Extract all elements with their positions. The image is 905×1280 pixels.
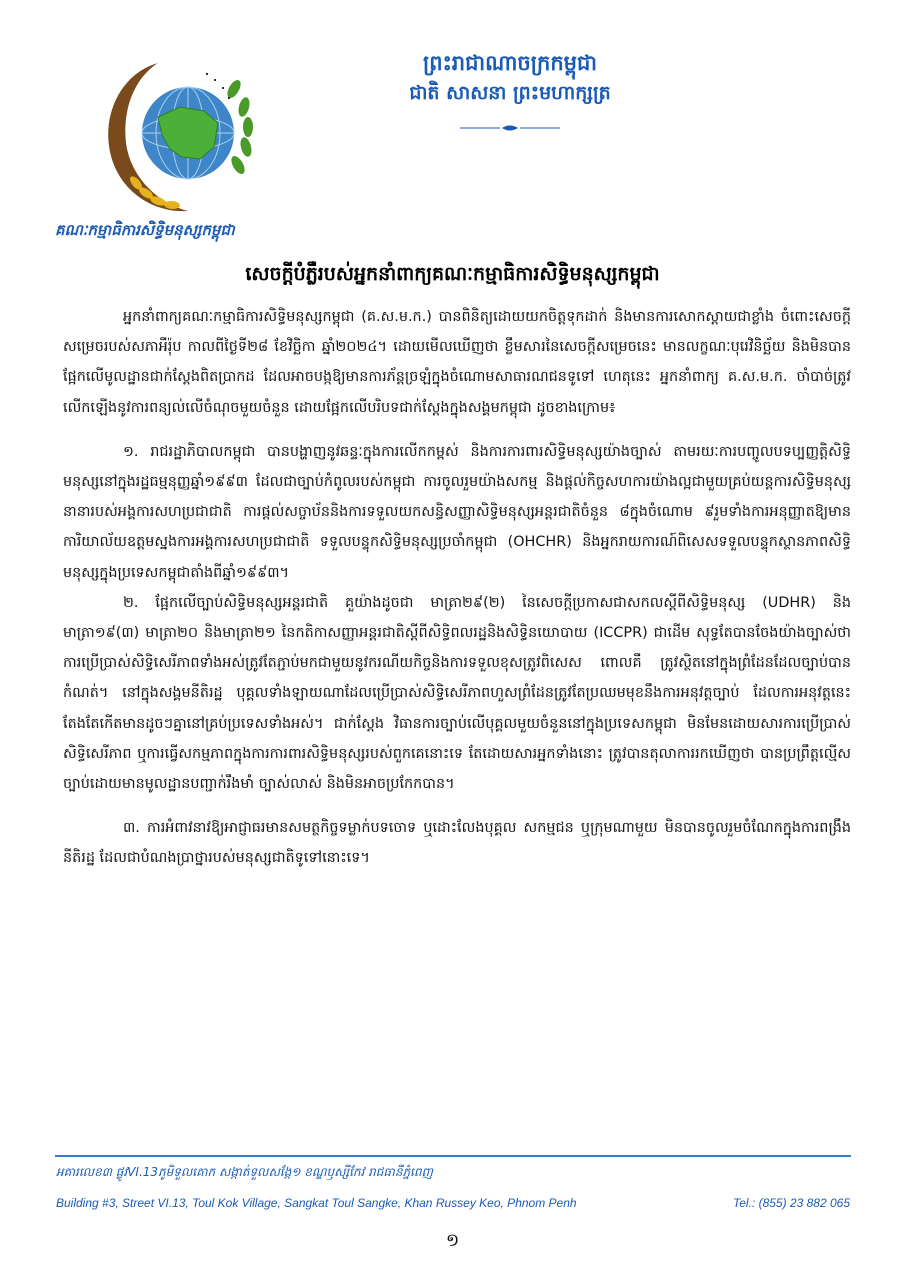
page-number: ១ (445, 1230, 460, 1251)
footer-divider (55, 1155, 851, 1157)
intro-paragraph: អ្នកនាំពាក្យគណៈកម្មាធិការសិទ្ធិមនុស្សកម្ពុជា (គ.ស.ម.ក.) បានពិនិត្យដោយយកចិត្តទុកដាក់ និងមានការសោកស្ដាយជាខ្លាំង ចំពោះសេចក្ដីសម្រេចរបស់សភាអឺរ៉ុប កាលពីថ្ងៃទី២៨ ខែវិច្ឆិកា ឆ្នាំ២០២៤។ ដោយមើលឃើញថា ខ្លឹមសារនៃសេចក្ដីសម្រេចនេះ មានលក្ខណៈបុរេវិនិច្ឆ័យ និងមិនបានផ្អែកលើមូលដ្ឋានជាក់ស្ដែងពិតប្រាកដ ដែលអាចបង្កឱ្យមានការភ័ន្តច្រឡំក្នុងចំណោមសាធារណជនទូទៅ ហេតុនេះ អ្នកនាំពាក្យ គ.ស.ម.ក. ចាំបាច់ត្រូវលើកឡើងនូវការពន្យល់លើចំណុចមួយចំនួន ដោយផ្អែកលើបរិបទជាក់ស្ដែងក្នុងសង្គមកម្ពុជា ដូចខាងក្រោម៖ (63, 309, 851, 416)
national-motto: ជាតិ សាសនា ព្រះមហាក្សត្រ (409, 82, 611, 104)
kingdom-heading (300, 48, 720, 128)
ornament-divider (300, 118, 720, 128)
document-body (63, 302, 851, 874)
footer-telephone: Tel.: (855) 23 882 065 (733, 1196, 850, 1210)
organization-logo (96, 55, 271, 215)
point-2-paragraph: ២. ផ្អែកលើច្បាប់សិទ្ធិមនុស្សអន្តរជាតិ គួយ៉ាងដូចជា មាត្រា២៩(២) នៃសេចក្ដីប្រកាសជាសកលស្ដីពីសិទ្ធិមនុស្ស (UDHR) និងមាត្រា១៩(៣) មាត្រា២០ និងមាត្រា២១ នៃកតិកាសញ្ញាអន្តរជាតិស្ដីពីសិទ្ធិពលរដ្ឋនិងសិទ្ធិនយោបាយ (ICCPR) ជាដើម សុទ្ធតែបានចែងយ៉ាងច្បាស់ថា ការប្រើប្រាស់សិទ្ធិសេរីភាពទាំងអស់ត្រូវតែភ្ជាប់មកជាមួយនូវករណីយកិច្ចនិងការទទួលខុសត្រូវពិសេស ពោលគឺ ត្រូវស្ថិតនៅក្នុងព្រំដែនដែលច្បាប់បានកំណត់។ នៅក្នុងសង្គមនីតិរដ្ឋ បុគ្គលទាំងឡាយណាដែលប្រើប្រាស់សិទ្ធិសេរីភាពហួសព្រំដែនត្រូវតែប្រឈមមុខនឹងការអនុវត្តច្បាប់ ដែលការអនុវត្តនេះតែងតែកើតមានដូចៗគ្នានៅគ្រប់ប្រទេសទាំងអស់។ ជាក់ស្ដែង វិធានការច្បាប់លើបុគ្គលមួយចំនួននៅក្នុងប្រទេសកម្ពុជា មិនមែនដោយសារការប្រើប្រាស់សិទ្ធិសេរីភាព ឬការធ្វើសកម្មភាពក្នុងការការពារសិទ្ធិមនុស្សរបស់ពួកគេនោះទេ តែដោយសារអ្នកទាំងនោះ ត្រូវបានតុលាការរកឃើញថា បានប្រព្រឹត្តល្មើសច្បាប់ដោយមានមូលដ្ឋានបញ្ជាក់រឹងមាំ ច្បាស់លាស់ និងមិនអាចប្រកែកបាន។ (63, 594, 851, 793)
document-title: សេចក្ដីបំភ្លឺរបស់អ្នកនាំពាក្យគណៈកម្មាធិការសិទ្ធិមនុស្សកម្ពុជា (245, 263, 660, 285)
kingdom-name: ព្រះរាជាណាចក្រកម្ពុជា (422, 51, 597, 75)
cambodia-map-globe-wreath-logo-icon (96, 55, 271, 215)
point-3-paragraph: ៣. ការអំពាវនាវឱ្យអាជ្ញាធរមានសមត្ថកិច្ចទម្លាក់បទចោទ ឬដោះលែងបុគ្គល សកម្មជន ឬក្រុមណាមួយ មិនបានចូលរួមចំណែកក្នុងការពង្រឹងនីតិរដ្ឋ ដែលជាបំណងប្រាថ្នារបស់មនុស្សជាតិទូទៅនោះទេ។ (63, 820, 851, 867)
footer-address-khmer: អគារលេខ៣ ផ្លូវVI.13ភូមិទួលគោក សង្កាត់ទួលសង្កែ១ ខណ្ឌឫស្សីកែវ រាជធានីភ្នំពេញ (56, 1165, 433, 1179)
organization-name: គណៈកម្មាធិការសិទ្ធិមនុស្សកម្ពុជា (55, 221, 235, 239)
point-1-paragraph: ១. រាជរដ្ឋាភិបាលកម្ពុជា បានបង្ហាញនូវឆន្ទៈក្នុងការលើកកម្ពស់ និងការការពារសិទ្ធិមនុស្សយ៉ាងច្បាស់ តាមរយៈការបញ្ចូលបទប្បញ្ញត្តិសិទ្ធិមនុស្សនៅក្នុងរដ្ឋធម្មនុញ្ញឆ្នាំ១៩៩៣ ដែលជាច្បាប់កំពូលរបស់កម្ពុជា ការចូលរួមយ៉ាងសកម្ម និងផ្ដល់កិច្ចសហការយ៉ាងល្អជាមួយគ្រប់យន្តការសិទ្ធិមនុស្សនានារបស់អង្គការសហប្រជាជាតិ ការផ្ដល់សច្ចាប័ននិងការទទួលយកសន្ធិសញ្ញាសិទ្ធិមនុស្សអន្តរជាតិចំនួន ៨ក្នុងចំណោម ៩រួមទាំងការអនុញ្ញាតឱ្យមានការិយាល័យឧត្ដមស្នងការអង្គការសហប្រជាជាតិ ទទួលបន្ទុកសិទ្ធិមនុស្សប្រចាំកម្ពុជា (OHCHR) និងអ្នករាយការណ៍ពិសេសទទួលបន្ទុកស្ថានភាពសិទ្ធិមនុស្សក្នុងប្រទេសកម្ពុជាតាំងពីឆ្នាំ១៩៩៣។ (63, 443, 851, 581)
footer-address-english: Building #3, Street VI.13, Toul Kok Village, Sangkat Toul Sangke, Khan Russey Keo, Phnom Penh (56, 1196, 577, 1210)
